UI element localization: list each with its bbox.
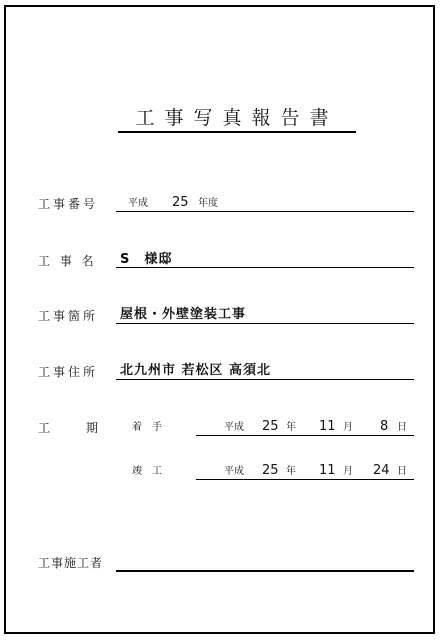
koji-bango-label: 工事番号 xyxy=(38,197,99,211)
koki-start-day: 8 xyxy=(380,419,389,434)
koji-kasho-rule xyxy=(116,323,414,324)
sekosha-label: 工事施工者 xyxy=(38,556,104,570)
koki-start-month: 11 xyxy=(319,419,336,434)
koji-jusho-rule xyxy=(116,379,414,380)
koji-bango-year-suffix: 年度 xyxy=(198,198,218,209)
koki-end-day: 24 xyxy=(373,463,390,478)
sekosha-rule xyxy=(116,570,414,572)
koki-end-era: 平成 xyxy=(224,466,244,477)
report-cover-page xyxy=(4,5,435,634)
koki-end-rule xyxy=(196,479,414,480)
koji-mei-value: S 様邸 xyxy=(120,252,173,267)
koji-kasho-label: 工事箇所 xyxy=(38,309,99,323)
koji-jusho-label: 工事住所 xyxy=(38,365,99,379)
koji-jusho-value: 北九州市 若松区 高須北 xyxy=(120,363,272,378)
koki-end-year-unit: 年 xyxy=(286,466,296,477)
koji-mei-label: 工 事 名 xyxy=(38,254,97,268)
koki-start-day-unit: 日 xyxy=(397,422,407,433)
koki-start-label: 着 手 xyxy=(132,422,162,433)
koki-start-year: 25 xyxy=(262,419,279,434)
koji-bango-rule xyxy=(116,211,414,212)
document-title: 工事写真報告書 xyxy=(135,107,339,129)
koki-end-month-unit: 月 xyxy=(343,466,353,477)
koji-bango-year: 25 xyxy=(172,195,189,210)
koki-start-era: 平成 xyxy=(224,422,244,433)
koji-bango-era: 平成 xyxy=(128,198,148,209)
koji-kasho-value: 屋根・外壁塗装工事 xyxy=(120,307,247,322)
koki-end-year: 25 xyxy=(262,463,279,478)
koji-mei-rule xyxy=(116,267,414,268)
title-underline xyxy=(118,131,356,133)
koki-end-day-unit: 日 xyxy=(397,466,407,477)
koki-start-month-unit: 月 xyxy=(343,422,353,433)
koki-end-label: 竣 工 xyxy=(132,466,162,477)
koki-start-year-unit: 年 xyxy=(286,422,296,433)
koki-start-rule xyxy=(196,435,414,436)
koki-label: 工 期 xyxy=(38,421,103,435)
koki-end-month: 11 xyxy=(319,463,336,478)
